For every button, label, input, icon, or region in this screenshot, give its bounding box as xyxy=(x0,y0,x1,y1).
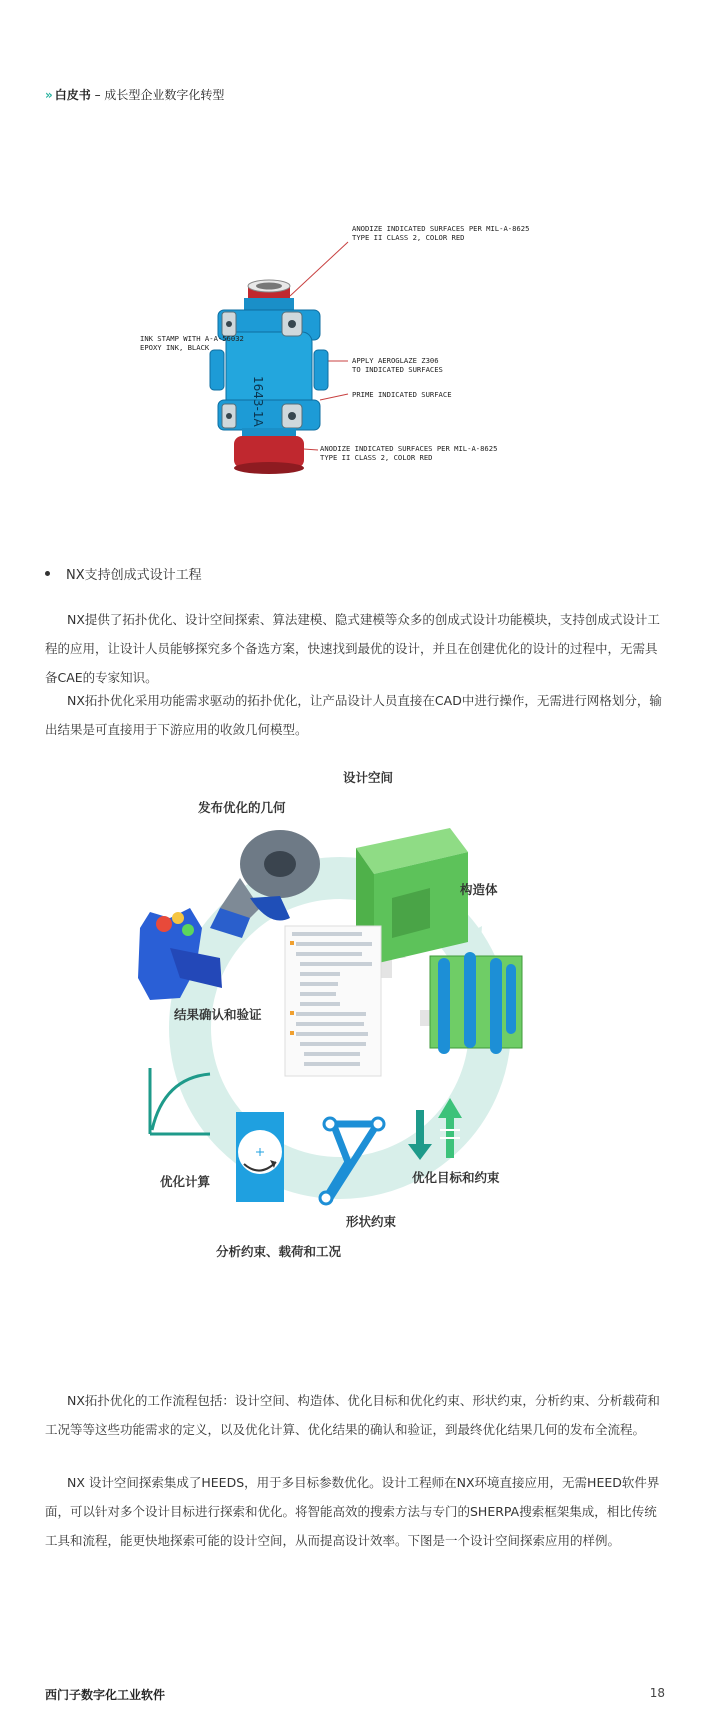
part-drawing-figure xyxy=(130,224,580,528)
analysis-card-icon xyxy=(236,1112,284,1202)
callout-line: TO INDICATED SURFACES xyxy=(352,365,443,374)
callout-prime xyxy=(352,390,452,399)
callout-line: PRIME INDICATED SURFACE xyxy=(352,390,452,399)
chevron-icon: » xyxy=(45,88,51,102)
paragraph-3: NX拓扑优化的工作流程包括：设计空间、构造体、优化目标和优化约束、形状约束，分析约束、分析载荷和工况等等这些功能需求的定义，以及优化计算、优化结果的确认和验证，到最终优化结果几何的发布全流程。 xyxy=(45,1393,660,1437)
label-validate: 结果确认和验证 xyxy=(174,1007,262,1022)
header-separator: – xyxy=(90,88,105,102)
callout-line: TYPE II CLASS 2, COLOR RED xyxy=(352,233,465,242)
callout-line: APPLY AEROGLAZE Z306 xyxy=(352,356,439,365)
label-construct: 构造体 xyxy=(460,882,498,897)
bullet-text: NX支持创成式设计工程 xyxy=(66,568,202,583)
page-header xyxy=(45,86,224,103)
doc-title: 成长型企业数字化转型 xyxy=(104,88,225,102)
part-marking-text: 1643-1A xyxy=(251,376,265,427)
label-shape: 形状约束 xyxy=(346,1214,397,1229)
label-objectives: 优化目标和约束 xyxy=(412,1170,500,1185)
label-analysis: 分析约束、载荷和工况 xyxy=(216,1244,342,1259)
footer-company: 西门子数字化工业软件 xyxy=(45,1688,166,1702)
label-design-space: 设计空间 xyxy=(343,770,394,785)
label-publish: 发布优化的几何 xyxy=(198,800,286,815)
callout-anodize-bottom xyxy=(320,444,497,462)
callout-anodize-top xyxy=(352,224,529,242)
callout-line: INK STAMP WITH A-A-56032 xyxy=(140,334,244,343)
feature-tree-panel xyxy=(285,926,381,1076)
doc-type: 白皮书 xyxy=(54,88,91,102)
paragraph-1: NX提供了拓扑优化、设计空间探索、算法建模、隐式建模等众多的创成式设计功能模块，支持创成式设计工程的应用，让设计人员能够探究多个备选方案，快速找到最优的设计，并且在创建优化的设计的过程中，无需具备CAE的专家知识。 xyxy=(45,612,660,685)
paragraph-2: NX拓扑优化采用功能需求驱动的拓扑优化，让产品设计人员直接在CAD中进行操作，无需进行网格划分，输出结果是可直接用于下游应用的收敛几何模型。 xyxy=(45,693,662,737)
bullet-dot-icon xyxy=(45,571,50,576)
callout-aeroglaze xyxy=(352,356,443,374)
construct-block xyxy=(430,952,522,1054)
callout-line: EPOXY INK, BLACK xyxy=(140,343,210,352)
callout-line: TYPE II CLASS 2, COLOR RED xyxy=(320,453,433,462)
page-number: 18 xyxy=(649,1686,665,1700)
part-drawing-svg xyxy=(130,228,580,528)
callout-line: ANODIZE INDICATED SURFACES PER MIL-A-8625 xyxy=(320,444,498,453)
callout-line: ANODIZE INDICATED SURFACES PER MIL-A-8625 xyxy=(352,224,530,233)
workflow-figure xyxy=(130,770,580,1290)
paragraph-4: NX 设计空间探索集成了HEEDS，用于多目标参数优化。设计工程师在NX环境直接应用，无需HEED软件界面，可以针对多个设计目标进行探索和优化。将智能高效的搜索方法与专门的SHERPA搜索框架集成，相比传统工具和流程，能更快地探索可能的设计空间，从而提高设计效率。下图是一个设计空间探索应用的样例。 xyxy=(45,1475,660,1548)
callout-ink-stamp xyxy=(140,334,244,352)
label-compute: 优化计算 xyxy=(160,1174,211,1189)
bullet-heading xyxy=(45,564,202,583)
